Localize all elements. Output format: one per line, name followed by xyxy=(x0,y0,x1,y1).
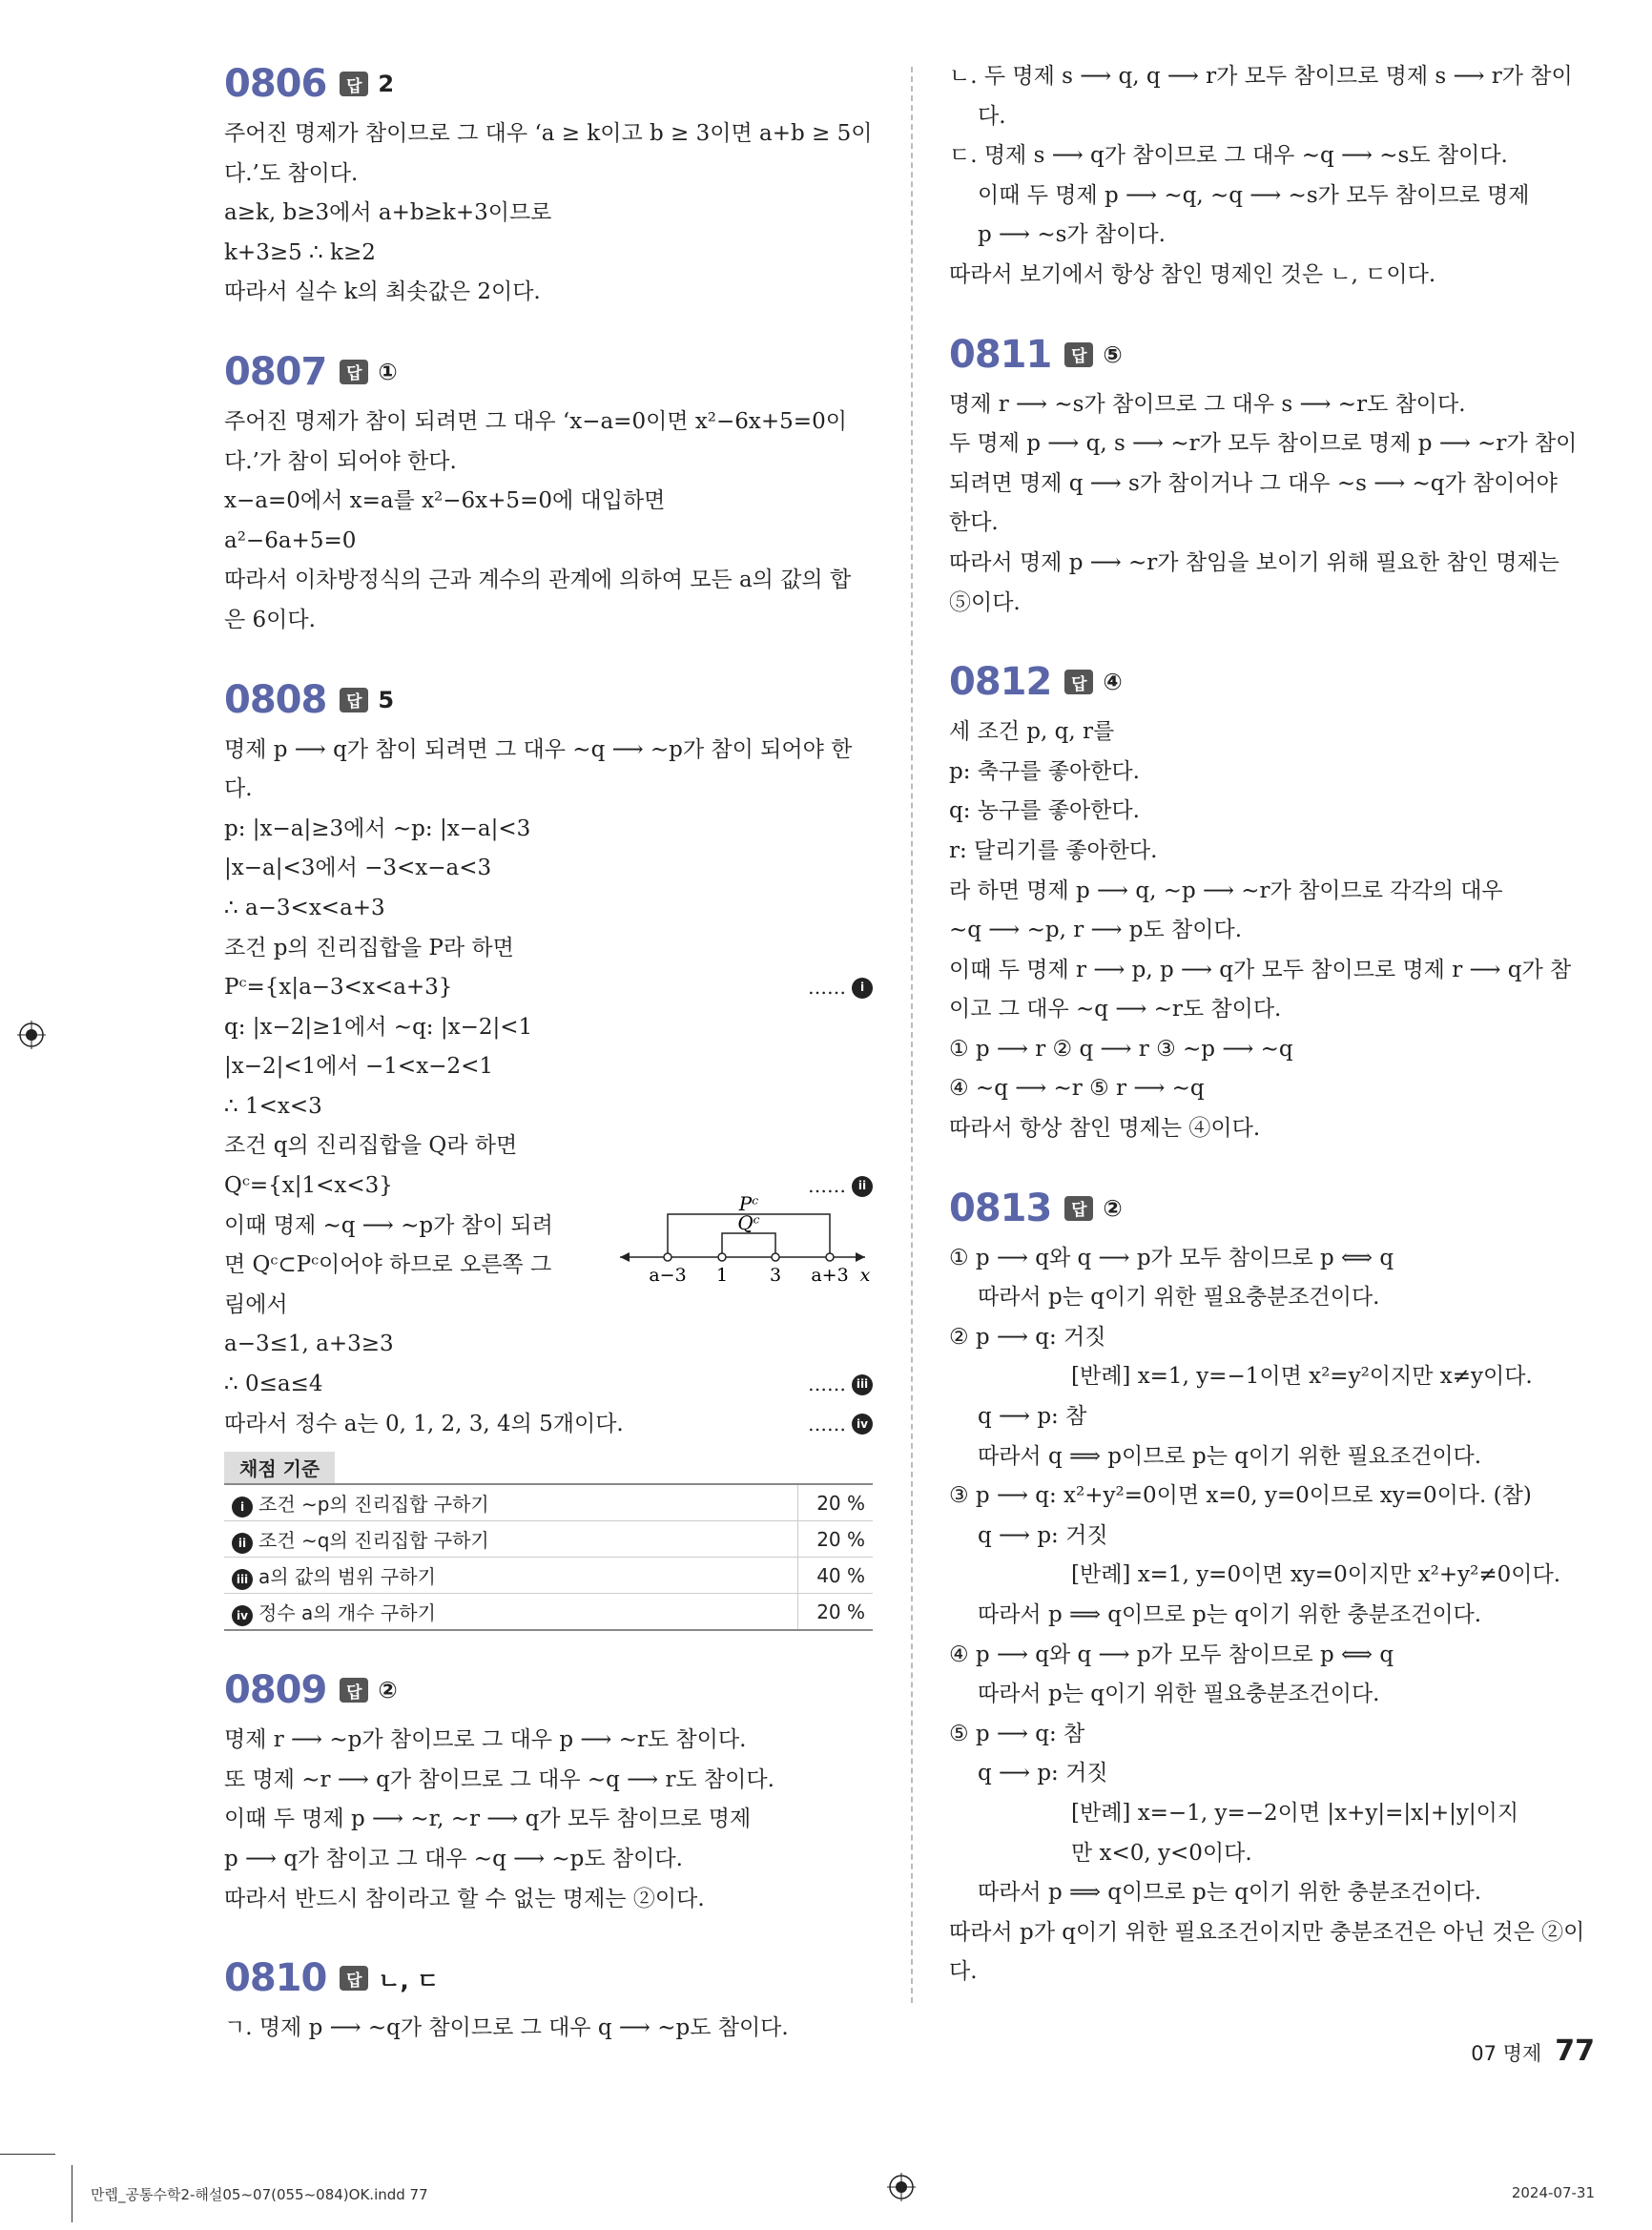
answer-value: 5 xyxy=(378,686,395,713)
criterion-text: 정수 a의 개수 구하기 xyxy=(258,1600,436,1624)
solution-line xyxy=(949,1794,1598,1834)
line-text: 따라서 반드시 참이라고 할 수 없는 명제는 ②이다. xyxy=(224,1886,705,1911)
solution-line xyxy=(949,1397,1598,1437)
open-point xyxy=(718,1253,726,1261)
solution-line xyxy=(949,712,1598,753)
solution-line xyxy=(224,889,873,929)
page-number: 77 xyxy=(1555,2034,1595,2068)
solution-line xyxy=(949,97,1598,137)
line-text: 다. xyxy=(978,103,1006,129)
problem-header xyxy=(224,345,873,399)
solution-line xyxy=(224,403,873,443)
solution-line xyxy=(949,1030,1598,1070)
line-text: |x−2|<1에서 −1<x−2<1 xyxy=(224,1054,493,1080)
line-text: ∴ 1<x<3 xyxy=(224,1093,322,1119)
line-text: 은 6이다. xyxy=(224,607,316,632)
line-text: p ⟶ q가 참이고 그 대우 ∼q ⟶ ∼p도 참이다. xyxy=(224,1847,683,1871)
open-point xyxy=(772,1253,779,1261)
line-text: 두 명제 p ⟶ q, s ⟶ ∼r가 모두 참이므로 명제 p ⟶ ∼r가 참이 xyxy=(949,431,1578,457)
problem-continued xyxy=(949,57,1598,296)
solution-line xyxy=(949,1715,1598,1755)
slug-file: 만렙_공통수학2-해설05~07(055~084)OK.indd 77 xyxy=(91,2186,428,2203)
problem-0807 xyxy=(224,345,873,641)
slug-date: 2024-07-31 xyxy=(1511,2184,1595,2201)
step-number-icon: ii xyxy=(852,1176,873,1197)
line-text: [반례] x=1, y=0이면 xy=0이지만 x²+y²≠0이다. xyxy=(1071,1562,1561,1588)
solution-line xyxy=(224,1008,873,1048)
tick-label: 3 xyxy=(769,1264,782,1286)
line-text: ⑤ p ⟶ q: 참 xyxy=(949,1721,1085,1746)
solution-line xyxy=(224,482,873,522)
tick-label: a−3 xyxy=(649,1264,687,1286)
solution-line xyxy=(949,465,1598,505)
solution-line xyxy=(949,792,1598,832)
line-text: ① p ⟶ q와 q ⟶ p가 모두 참이므로 p ⟺ q xyxy=(949,1245,1394,1270)
leader-dots: …… xyxy=(808,1373,846,1396)
solution-line xyxy=(224,522,873,562)
problem-header xyxy=(224,57,873,111)
step-number-icon: iv xyxy=(852,1414,873,1435)
answer-badge: 답 xyxy=(340,688,368,712)
problem-0813 xyxy=(949,1182,1598,1993)
answer-value: ② xyxy=(1103,1194,1123,1222)
table-row xyxy=(224,1484,873,1521)
problem-header xyxy=(224,1951,873,2005)
solution-line xyxy=(949,57,1598,97)
leader-dots: …… xyxy=(808,976,846,1000)
criterion-text: a의 값의 범위 구하기 xyxy=(258,1564,436,1588)
set-q-bracket xyxy=(722,1233,775,1257)
line-text: q: |x−2|≥1에서 ∼q: |x−2|<1 xyxy=(224,1014,533,1040)
answer-badge: 답 xyxy=(340,72,368,96)
solution-line xyxy=(949,584,1598,624)
set-q-label: Qᶜ xyxy=(737,1210,760,1234)
right-column xyxy=(949,57,1598,2025)
solution-line xyxy=(949,256,1598,296)
answer-value: 2 xyxy=(378,71,395,97)
line-text: 다.’도 참이다. xyxy=(224,160,359,186)
criterion-text: 조건 ∼q의 진리집합 구하기 xyxy=(258,1528,489,1552)
problem-0810 xyxy=(224,1951,873,2049)
problem-number: 0807 xyxy=(224,349,327,394)
solution-line xyxy=(224,601,873,641)
line-text: 이때 명제 ∼q ⟶ ∼p가 참이 되려 xyxy=(224,1212,553,1238)
solution-line xyxy=(949,1636,1598,1676)
line-text: 따라서 q ⟹ p이므로 p는 q이기 위한 필요조건이다. xyxy=(978,1443,1482,1469)
solution-line xyxy=(949,1596,1598,1636)
open-point xyxy=(664,1253,671,1261)
solution-line xyxy=(949,951,1598,991)
answer-badge: 답 xyxy=(1064,342,1093,367)
problem-number: 0809 xyxy=(224,1668,327,1713)
leader-dots: …… xyxy=(808,1174,846,1198)
line-text: 따라서 p ⟹ q이므로 p는 q이기 위한 충분조건이다. xyxy=(978,1880,1482,1906)
solution-line xyxy=(224,561,873,601)
solution-line xyxy=(949,1834,1598,1874)
line-text: Qᶜ={x|1<x<3} xyxy=(224,1173,393,1199)
line-text: 따라서 p가 q이기 위한 필요조건이지만 충분조건은 아닌 것은 ②이 xyxy=(949,1919,1585,1945)
set-p-label: Pᶜ xyxy=(738,1191,759,1215)
solution-line xyxy=(224,1721,873,1761)
step-number-icon: iii xyxy=(232,1569,253,1590)
criterion-cell xyxy=(224,1594,798,1631)
page-footer xyxy=(1471,2034,1595,2068)
solution-line xyxy=(224,1880,873,1920)
solution-line xyxy=(224,155,873,195)
line-text: 주어진 명제가 참이 되려면 그 대우 ‘x−a=0이면 x²−6x+5=0이 xyxy=(224,408,847,434)
step-number-icon: iv xyxy=(232,1605,253,1626)
line-text: 면 Qᶜ⊂Pᶜ이어야 하므로 오른쪽 그 xyxy=(224,1252,552,1278)
line-text: k+3≥5 ∴ k≥2 xyxy=(224,239,376,265)
axis-arrow-icon xyxy=(856,1252,865,1262)
table-row xyxy=(224,1594,873,1631)
solution-line xyxy=(224,1840,873,1880)
solution-line xyxy=(224,1047,873,1087)
step-number-icon: ii xyxy=(232,1533,253,1554)
line-text: ㄴ. 두 명제 s ⟶ q, q ⟶ r가 모두 참이므로 명제 s ⟶ r가 참이 xyxy=(949,64,1573,89)
line-text: 따라서 p는 q이기 위한 필요충분조건이다. xyxy=(978,1285,1380,1311)
solution-line xyxy=(224,731,873,771)
solution-line xyxy=(949,1318,1598,1358)
solution-line xyxy=(224,1405,873,1445)
line-text: ㄷ. 명제 s ⟶ q가 참이므로 그 대우 ∼q ⟶ ∼s도 참이다. xyxy=(949,143,1508,169)
line-text: p: |x−a|≥3에서 ∼p: |x−a|<3 xyxy=(224,816,531,841)
problem-0808 xyxy=(224,673,873,1632)
percent-cell: 20 % xyxy=(798,1521,874,1558)
solution-line xyxy=(224,1365,873,1405)
line-text: p: 축구를 좋아한다. xyxy=(949,758,1140,784)
criterion-text: 조건 ∼p의 진리집합 구하기 xyxy=(258,1492,489,1516)
criterion-cell xyxy=(224,1558,798,1594)
step-marker xyxy=(808,1405,873,1445)
solution-line xyxy=(949,832,1598,872)
solution-line xyxy=(224,194,873,234)
line-text: ① p ⟶ r ② q ⟶ r ③ ∼p ⟶ ∼q xyxy=(949,1036,1293,1062)
line-text: p ⟶ ∼s가 참이다. xyxy=(978,222,1166,248)
problem-number: 0811 xyxy=(949,332,1052,377)
line-text: 다. xyxy=(224,776,253,802)
solution-line xyxy=(949,504,1598,544)
solution-line xyxy=(949,1675,1598,1715)
line-text: q ⟶ p: 거짓 xyxy=(978,1761,1108,1786)
line-text: ㄱ. 명제 p ⟶ ∼q가 참이므로 그 대우 q ⟶ ∼p도 참이다. xyxy=(224,2015,789,2041)
solution-line xyxy=(949,1913,1598,1953)
solution-line xyxy=(224,1286,873,1326)
solution-line xyxy=(224,1126,873,1167)
solution-line xyxy=(949,1517,1598,1557)
problem-header xyxy=(224,673,873,727)
problem-0811 xyxy=(949,328,1598,624)
number-line-diagram xyxy=(615,1186,873,1291)
line-text: 명제 p ⟶ q가 참이 되려면 그 대우 ∼q ⟶ ∼p가 참이 되어야 한 xyxy=(224,736,853,762)
line-text: a²−6a+5=0 xyxy=(224,527,357,553)
solution-line xyxy=(224,1325,873,1365)
answer-badge: 답 xyxy=(340,360,368,384)
line-text: ③ p ⟶ q: x²+y²=0이면 x=0, y=0이므로 xy=0이다. (참) xyxy=(949,1483,1532,1509)
line-text: 되려면 명제 q ⟶ s가 참이거나 그 대우 ∼s ⟶ ∼q가 참이어야 xyxy=(949,470,1558,496)
line-text: 조건 q의 진리집합을 Q라 하면 xyxy=(224,1133,518,1159)
problem-header xyxy=(949,1182,1598,1235)
line-text: 이때 두 명제 p ⟶ ∼q, ∼q ⟶ ∼s가 모두 참이므로 명제 xyxy=(978,182,1530,208)
solution-line xyxy=(224,2009,873,2049)
problem-number: 0810 xyxy=(224,1956,327,2001)
line-text: 다.’가 참이 되어야 한다. xyxy=(224,448,457,474)
line-text: 세 조건 p, q, r를 xyxy=(949,719,1115,745)
solution-line xyxy=(224,929,873,969)
problem-number: 0806 xyxy=(224,62,327,106)
line-text: 또 명제 ∼r ⟶ q가 참이므로 그 대우 ∼q ⟶ r도 참이다. xyxy=(224,1766,774,1792)
percent-cell: 20 % xyxy=(798,1484,874,1521)
solution-line xyxy=(949,990,1598,1030)
line-text: 따라서 보기에서 항상 참인 명제인 것은 ㄴ, ㄷ이다. xyxy=(949,261,1436,287)
line-text: 주어진 명제가 참이므로 그 대우 ‘a ≥ k이고 b ≥ 3이면 a+b ≥ 5이 xyxy=(224,121,873,146)
problem-number: 0812 xyxy=(949,660,1052,705)
answer-badge: 답 xyxy=(340,1678,368,1703)
line-text: 따라서 실수 k의 최솟값은 2이다. xyxy=(224,279,541,305)
step-number-icon: iii xyxy=(852,1374,873,1395)
line-text: 명제 r ⟶ ∼p가 참이므로 그 대우 p ⟶ ∼r도 참이다. xyxy=(224,1727,747,1753)
line-text: ② p ⟶ q: 거짓 xyxy=(949,1324,1106,1350)
solution-line xyxy=(949,1437,1598,1477)
diagram-text-block xyxy=(224,1191,873,1326)
leader-dots: …… xyxy=(808,1412,846,1435)
line-text: 따라서 p ⟹ q이므로 p는 q이기 위한 충분조건이다. xyxy=(978,1602,1482,1627)
answer-value: ② xyxy=(378,1677,398,1704)
solution-line xyxy=(224,1087,873,1127)
solution-line xyxy=(949,872,1598,912)
line-text: 따라서 항상 참인 명제는 ④이다. xyxy=(949,1116,1261,1142)
line-text: q ⟶ p: 참 xyxy=(978,1404,1087,1430)
line-text: |x−a|<3에서 −3<x−a<3 xyxy=(224,856,492,881)
solution-line xyxy=(949,1873,1598,1913)
line-text: 이때 두 명제 p ⟶ ∼r, ∼r ⟶ q가 모두 참이므로 명제 xyxy=(224,1807,752,1832)
line-text: q: 농구를 좋아한다. xyxy=(949,798,1140,824)
axis-arrow-icon xyxy=(620,1252,630,1262)
problem-0806 xyxy=(224,57,873,313)
solution-line xyxy=(949,424,1598,465)
line-text: ∼q ⟶ ∼p, r ⟶ p도 참이다. xyxy=(949,918,1243,943)
solution-line xyxy=(224,1800,873,1840)
line-text: x−a=0에서 x=a를 x²−6x+5=0에 대입하면 xyxy=(224,488,666,514)
criterion-cell xyxy=(224,1484,798,1521)
line-text: 따라서 정수 a는 0, 1, 2, 3, 4의 5개이다. xyxy=(224,1411,624,1436)
line-text: [반례] x=1, y=−1이면 x²=y²이지만 x≠y이다. xyxy=(1071,1364,1533,1390)
line-text: r: 달리기를 좋아한다. xyxy=(949,837,1158,863)
line-text: 이때 두 명제 r ⟶ p, p ⟶ q가 모두 참이므로 명제 r ⟶ q가 참 xyxy=(949,957,1572,982)
answer-value: ① xyxy=(378,358,398,385)
solution-line xyxy=(224,234,873,274)
line-text: a≥k, b≥3에서 a+b≥k+3이므로 xyxy=(224,200,552,226)
line-text: 명제 r ⟶ ∼s가 참이므로 그 대우 s ⟶ ∼r도 참이다. xyxy=(949,391,1466,417)
solution-line xyxy=(224,770,873,810)
line-text: [반례] x=−1, y=−2이면 |x+y|=|x|+|y|이지 xyxy=(1071,1800,1519,1826)
percent-cell: 40 % xyxy=(798,1558,874,1594)
solution-line xyxy=(224,968,873,1008)
answer-badge: 답 xyxy=(1064,1196,1093,1221)
answer-badge: 답 xyxy=(340,1966,368,1991)
solution-line xyxy=(949,1069,1598,1109)
line-text: ④ ∼q ⟶ ∼r ⑤ r ⟶ ∼q xyxy=(949,1076,1205,1102)
problem-number: 0813 xyxy=(949,1186,1052,1230)
line-text: 만 x<0, y<0이다. xyxy=(1071,1840,1252,1866)
solution-line xyxy=(949,1357,1598,1397)
answer-value: ㄴ, ㄷ xyxy=(378,1967,440,1994)
line-text: 라 하면 명제 p ⟶ q, ∼p ⟶ ∼r가 참이므로 각각의 대우 xyxy=(949,878,1503,903)
line-text: 이고 그 대우 ∼q ⟶ ∼r도 참이다. xyxy=(949,997,1282,1022)
answer-value: ④ xyxy=(1103,669,1123,696)
table-row xyxy=(224,1558,873,1594)
line-text: 조건 p의 진리집합을 P라 하면 xyxy=(224,935,514,960)
line-text: ⑤이다. xyxy=(949,589,1021,615)
step-number-icon: i xyxy=(852,978,873,999)
solution-line xyxy=(949,1239,1598,1279)
grading-table xyxy=(224,1483,873,1631)
line-text: Pᶜ={x|a−3<x<a+3} xyxy=(224,975,453,1001)
line-text: 따라서 p는 q이기 위한 필요충분조건이다. xyxy=(978,1682,1380,1707)
line-text: 한다. xyxy=(949,510,999,536)
solution-line xyxy=(949,136,1598,176)
line-text: ∴ 0≤a≤4 xyxy=(224,1372,323,1397)
grading-title: 채점 기준 xyxy=(224,1452,335,1483)
crop-mark xyxy=(0,2154,55,2155)
tick-label: a+3 xyxy=(811,1264,849,1286)
problem-0812 xyxy=(949,655,1598,1149)
solution-line xyxy=(949,1109,1598,1149)
chapter-label: 07 명제 xyxy=(1471,2042,1542,2065)
solution-line xyxy=(949,176,1598,217)
line-text: ④ p ⟶ q와 q ⟶ p가 모두 참이므로 p ⟺ q xyxy=(949,1642,1394,1667)
step-number-icon: i xyxy=(232,1497,253,1518)
solution-line xyxy=(949,1476,1598,1517)
column-divider xyxy=(911,67,913,2003)
percent-cell: 20 % xyxy=(798,1594,874,1631)
solution-line xyxy=(949,911,1598,951)
solution-line xyxy=(949,385,1598,425)
step-marker xyxy=(808,968,873,1008)
registration-mark-icon xyxy=(887,2173,916,2201)
line-text: 림에서 xyxy=(224,1291,288,1317)
solution-line xyxy=(224,114,873,155)
table-row xyxy=(224,1521,873,1558)
left-column xyxy=(224,57,873,2081)
problem-0809 xyxy=(224,1663,873,1919)
axis-label: x xyxy=(859,1264,871,1286)
line-text: 다. xyxy=(949,1959,978,1985)
line-text: 따라서 명제 p ⟶ ∼r가 참임을 보이기 위해 필요한 참인 명제는 xyxy=(949,549,1559,575)
solution-line xyxy=(224,443,873,483)
answer-value: ⑤ xyxy=(1103,341,1123,368)
solution-line xyxy=(224,810,873,850)
problem-header xyxy=(949,328,1598,382)
solution-line xyxy=(224,849,873,889)
registration-mark-icon xyxy=(17,1021,46,1049)
open-point xyxy=(826,1253,834,1261)
tick-label: 1 xyxy=(715,1264,729,1286)
solution-line xyxy=(949,1278,1598,1318)
problem-number: 0808 xyxy=(224,677,327,722)
solution-line xyxy=(224,1761,873,1801)
line-text: a−3≤1, a+3≥3 xyxy=(224,1332,394,1357)
solution-line xyxy=(224,273,873,313)
solution-line xyxy=(949,1952,1598,1993)
solution-line xyxy=(949,753,1598,793)
line-text: q ⟶ p: 거짓 xyxy=(978,1522,1108,1548)
solution-line xyxy=(949,1556,1598,1596)
solution-line xyxy=(949,216,1598,256)
solution-line xyxy=(949,544,1598,584)
line-text: 따라서 이차방정식의 근과 계수의 관계에 의하여 모든 a의 값의 합 xyxy=(224,568,852,593)
problem-header xyxy=(949,655,1598,709)
problem-header xyxy=(224,1663,873,1717)
criterion-cell xyxy=(224,1521,798,1558)
line-text: ∴ a−3<x<a+3 xyxy=(224,895,385,920)
step-marker xyxy=(808,1365,873,1405)
solution-line xyxy=(949,1754,1598,1794)
answer-badge: 답 xyxy=(1064,670,1093,694)
